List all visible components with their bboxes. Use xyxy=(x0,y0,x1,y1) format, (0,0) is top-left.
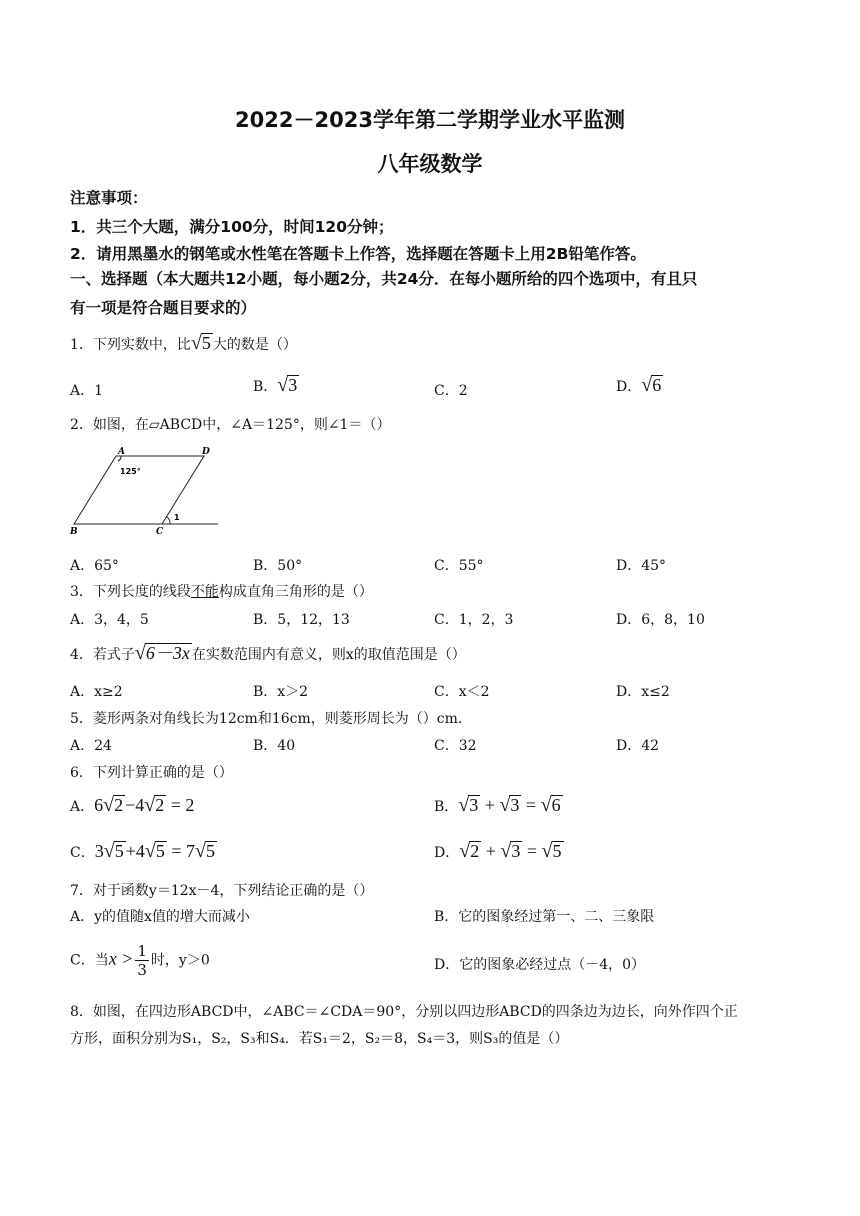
label-d: D xyxy=(202,447,210,457)
q2-option-c: C．55° xyxy=(434,558,484,574)
sqrt-expression: √5 xyxy=(190,332,211,354)
q1-option-c: C．2 xyxy=(434,383,468,399)
label-b: B xyxy=(70,527,78,536)
label-a: A xyxy=(118,447,125,457)
label-c: C xyxy=(156,527,164,536)
question-8-line1: 8．如图，在四边形ABCD中，∠ABC＝∠CDA＝90°，分别以四边形ABCD的四条边为边长，向外作四个正 xyxy=(70,1004,738,1020)
label-angle-1: 1 xyxy=(174,513,180,522)
q1-pre: 1．下列实数中，比 xyxy=(70,337,191,353)
q7-option-b: B．它的图象经过第一、二、三象限 xyxy=(434,909,655,925)
q1-option-d: D．√6 xyxy=(616,374,662,396)
fraction: $\frac{1}{3}$ xyxy=(137,942,147,979)
question-6-stem: 6．下列计算正确的是（） xyxy=(70,765,233,781)
notes-heading: 注意事项： xyxy=(70,189,148,207)
q7-option-c: C．当x > $\frac{1}{3}$ 时，y＞0 xyxy=(70,942,210,979)
q3-option-d: D．6，8，10 xyxy=(616,612,705,628)
q2-option-a: A．65° xyxy=(70,558,119,574)
q4-option-b: B．x＞2 xyxy=(253,684,309,700)
section-heading-line2: 有一项是符合题目要求的） xyxy=(70,299,257,317)
angle-arc-1 xyxy=(167,517,170,524)
q4-option-d: D．x≤2 xyxy=(616,684,670,700)
question-1-stem xyxy=(70,332,297,355)
q7-option-d: D．它的图象必经过点（－4，0） xyxy=(434,957,646,973)
q5-option-d: D．42 xyxy=(616,738,660,754)
q2-option-b: B．50° xyxy=(253,558,303,574)
q5-option-c: C．32 xyxy=(434,738,477,754)
q4-option-c: C．x＜2 xyxy=(434,684,490,700)
q1-post: 大的数是（） xyxy=(212,337,297,353)
question-3-stem: 3．下列长度的线段不能构成直角三角形的是（） xyxy=(70,584,373,600)
question-4-stem: 4．若式子√6－3x 在实数范围内有意义，则x的取值范围是（） xyxy=(70,642,466,664)
q2-option-d: D．45° xyxy=(616,558,667,574)
question-8-line2: 方形，面积分别为S₁，S₂，S₃和S₄．若S₁＝2，S₂＝8，S₄＝3，则S₃的值是（） xyxy=(70,1031,569,1047)
section-heading-line1: 一、选择题（本大题共12小题，每小题2分，共24分．在每小题所给的四个选项中，有且只 xyxy=(70,270,698,288)
q5-option-a: A．24 xyxy=(70,738,112,754)
q1-option-a: A．1 xyxy=(70,383,104,399)
q3-option-c: C．1，2，3 xyxy=(434,612,514,628)
parallelogram-figure xyxy=(68,444,224,536)
question-5-stem: 5．菱形两条对角线长为12cm和16cm，则菱形周长为（）cm． xyxy=(70,711,472,727)
q7-option-a: A．y的值随x值的增大而减小 xyxy=(70,909,250,925)
q1-option-b: B．√3 xyxy=(253,374,298,396)
question-2-stem: 2．如图，在▱ABCD中，∠A＝125°，则∠1＝（） xyxy=(70,417,391,433)
q3-option-a: A．3，4，5 xyxy=(70,612,149,628)
note-item-1: 1．共三个大题，满分100分，时间120分钟； xyxy=(70,218,394,236)
page-title: 2022－2023学年第二学期学业水平监测 xyxy=(235,108,625,132)
q3-option-b: B．5，12，13 xyxy=(253,612,350,628)
note-item-2: 2．请用黑墨水的钢笔或水性笔在答题卡上作答，选择题在答题卡上用2B铅笔作答。 xyxy=(70,245,646,263)
q6-option-a: A．6√2 −4√2 = 2 xyxy=(70,794,195,816)
q6-option-d: D．√2 + √3 = √5 xyxy=(434,840,562,862)
q4-option-a: A．x≥2 xyxy=(70,684,123,700)
q6-option-b: B．√3 + √3 = √6 xyxy=(434,794,561,816)
q6-option-c: C．3√5 +4√5 = 7√5 xyxy=(70,840,215,862)
question-7-stem: 7．对于函数y＝12x－4，下列结论正确的是（） xyxy=(70,883,374,899)
page-subtitle: 八年级数学 xyxy=(377,152,483,176)
underlined-text: 不能 xyxy=(190,584,219,600)
q5-option-b: B．40 xyxy=(253,738,296,754)
label-angle-125: 125° xyxy=(120,467,141,476)
